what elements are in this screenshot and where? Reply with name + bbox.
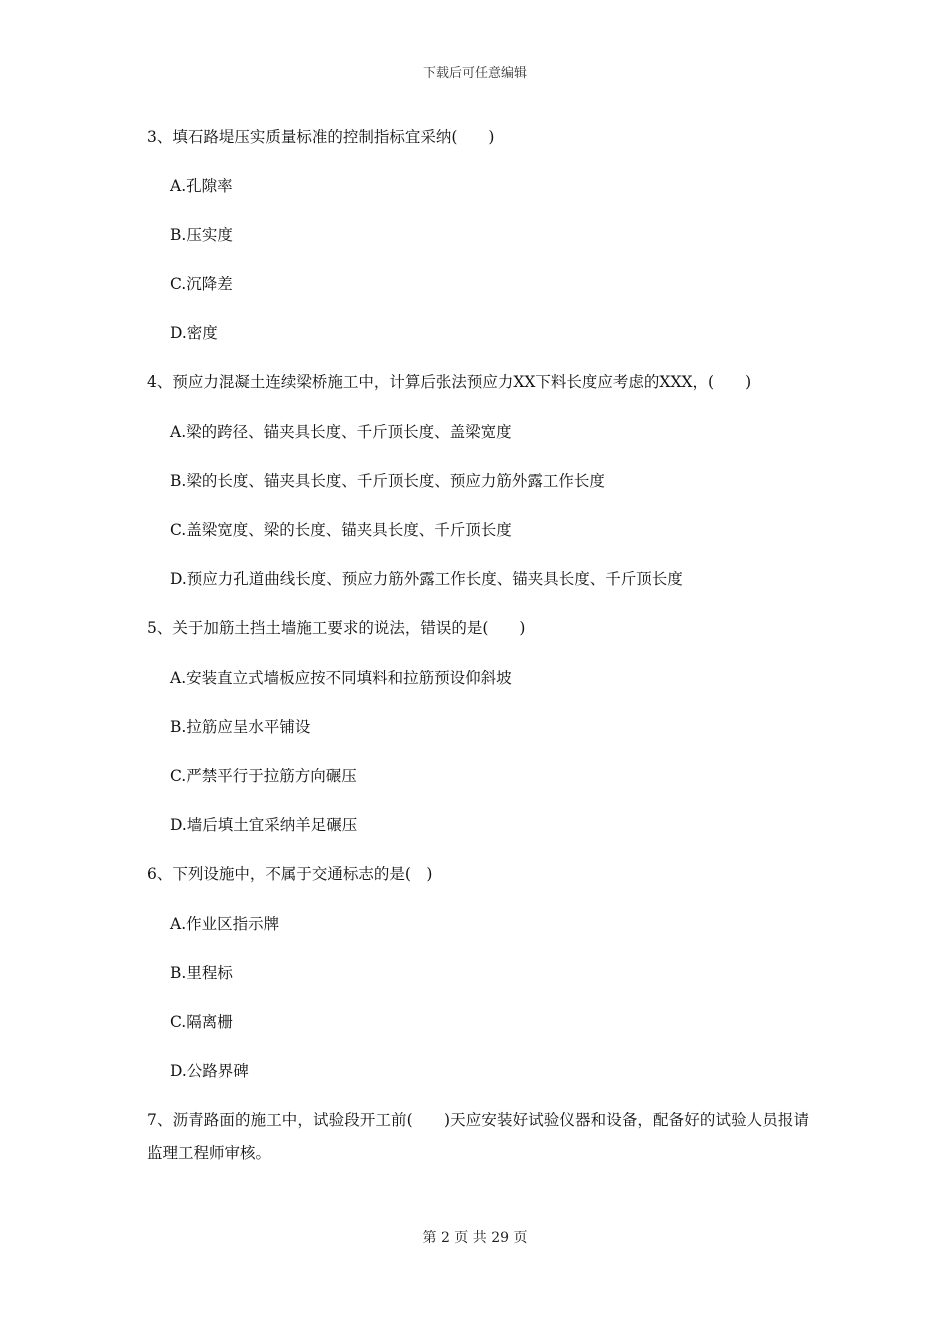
question-3-option-a: A.孔隙率 <box>170 177 233 195</box>
question-5-option-b: B.拉筋应呈水平铺设 <box>170 718 311 736</box>
question-5-option-c: C.严禁平行于拉筋方向碾压 <box>170 767 357 785</box>
question-3-option-b: B.压实度 <box>170 226 233 244</box>
question-4-stem: 4、预应力混凝土连续梁桥施工中，计算后张法预应力XX下料长度应考虑的XXX，( ) <box>147 373 752 391</box>
page-header: 下载后可任意编辑 <box>422 66 527 81</box>
question-5-option-d: D.墙后填土宜采纳羊足碾压 <box>170 816 358 834</box>
question-7-stem: 7、沥青路面的施工中，试验段开工前( )天应安装好试验仪器和设备，配备好的试验人员报请监理工程师审核。 <box>147 1111 809 1162</box>
question-3-stem: 3、填石路堤压实质量标准的控制指标宜采纳( ) <box>147 128 495 146</box>
question-6-option-b: B.里程标 <box>170 964 233 982</box>
question-6-option-d: D.公路界碑 <box>170 1062 249 1080</box>
question-5-stem: 5、关于加筋土挡土墙施工要求的说法，错误的是( ) <box>147 619 526 637</box>
question-3-option-d: D.密度 <box>170 324 218 342</box>
question-6-stem: 6、下列设施中，不属于交通标志的是( ) <box>147 865 433 883</box>
page-footer: 第 2 页 共 29 页 <box>422 1230 528 1246</box>
question-4-option-a: A.梁的跨径、锚夹具长度、千斤顶长度、盖梁宽度 <box>170 423 512 441</box>
question-4-option-b: B.梁的长度、锚夹具长度、千斤顶长度、预应力筋外露工作长度 <box>170 472 605 490</box>
question-3-option-c: C.沉降差 <box>170 275 233 293</box>
question-6-option-c: C.隔离栅 <box>170 1013 233 1031</box>
question-6-option-a: A.作业区指示牌 <box>170 915 280 933</box>
question-4-option-d: D.预应力孔道曲线长度、预应力筋外露工作长度、锚夹具长度、千斤顶长度 <box>170 570 683 588</box>
question-4-option-c: C.盖梁宽度、梁的长度、锚夹具长度、千斤顶长度 <box>170 521 512 539</box>
question-5-option-a: A.安装直立式墙板应按不同填料和拉筋预设仰斜坡 <box>170 669 512 687</box>
